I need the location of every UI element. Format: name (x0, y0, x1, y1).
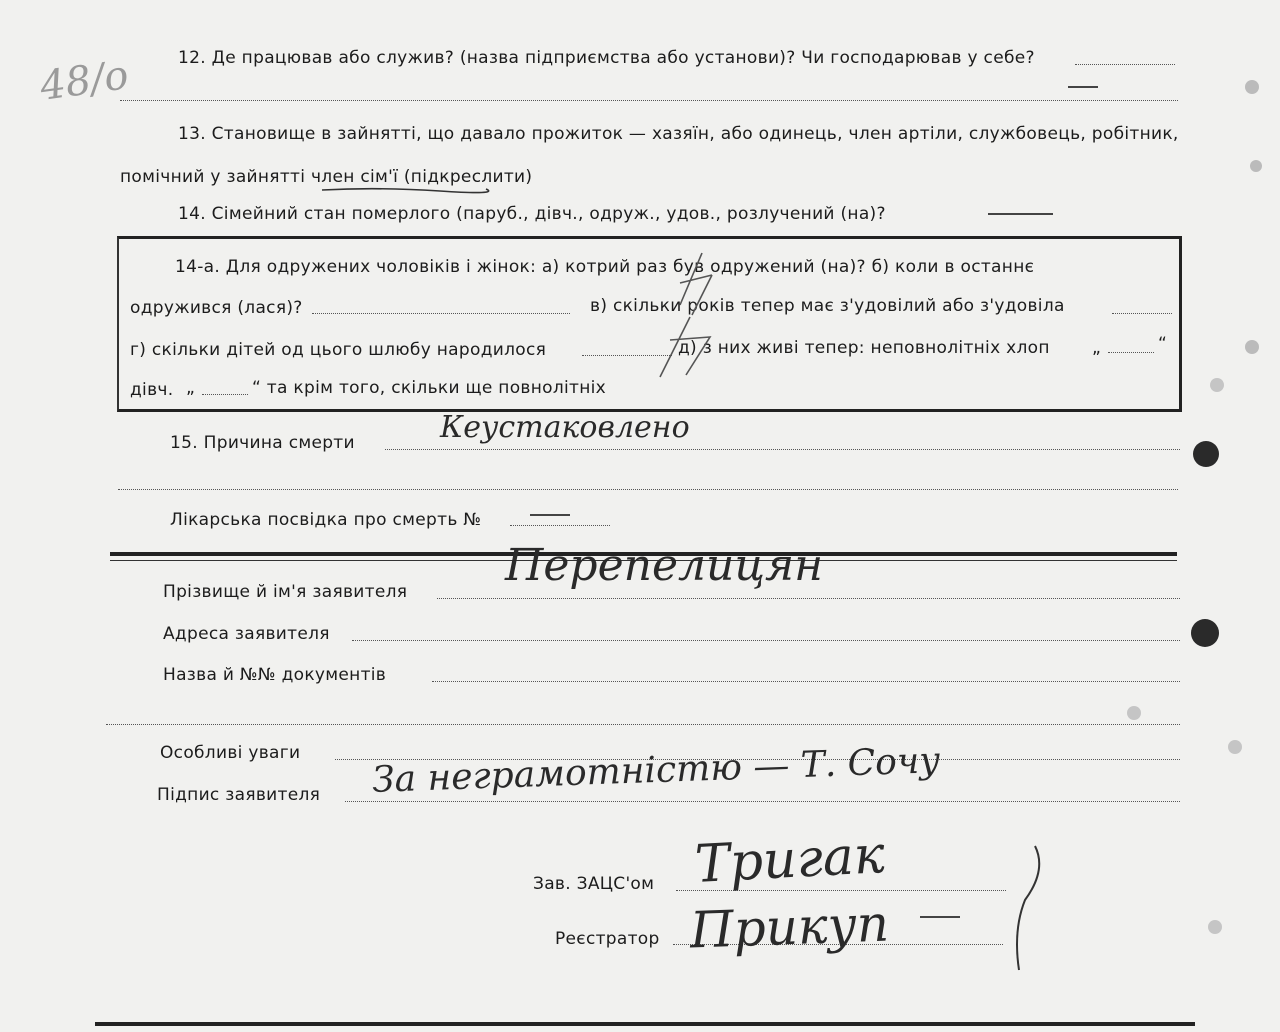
answer-line-15b (118, 489, 1178, 490)
answer-line-12 (1075, 64, 1175, 65)
question-12: 12. Де працював або служив? (назва підприємства або установи)? Чи господарював у себе? (178, 48, 1035, 68)
applicant-name-handwriting: Перепелицян (505, 540, 824, 591)
punch-mark (1245, 80, 1259, 94)
question-14a-line3a: г) скільки дітей од цього шлюбу народилося (130, 340, 547, 360)
registrar-dash (920, 916, 960, 918)
margin-note: 48/о (37, 52, 132, 110)
dash-mark-certificate (530, 514, 570, 516)
documents-label: Назва й №№ документів (163, 665, 387, 685)
answer-line-documents-b (106, 724, 1180, 725)
answer-line-girls (202, 394, 248, 395)
applicant-name-label: Прізвище й ім'я заявителя (163, 582, 408, 602)
question-14: 14. Сімейний стан померлого (паруб., дівч., одруж., удов., розлучений (на)? (178, 204, 886, 224)
answer-line-applicant-signature (345, 801, 1180, 802)
quote-open-girls: „ (186, 378, 196, 398)
quote-close: “ (1158, 334, 1168, 354)
punch-mark (1208, 920, 1222, 934)
answer-line-certificate (510, 525, 610, 526)
underline-family-member (320, 186, 490, 194)
registrar-flourish (995, 840, 1055, 980)
answer-line-14a-v (1112, 313, 1172, 314)
special-notes-label: Особливі уваги (160, 743, 301, 763)
special-notes-handwriting: За неграмотністю — Т. Сочу (371, 740, 941, 801)
punch-mark (1250, 160, 1262, 172)
question-14a-line4c: “ та крім того, скільки ще повнолітніх (252, 378, 607, 398)
certificate-label: Лікарська посвідка про смерть № (170, 510, 482, 530)
question-14a-line3b: д) з них живі тепер: неповнолітніх хлоп (678, 338, 1050, 358)
answer-line-applicant-address (352, 640, 1180, 641)
punch-hole (1191, 619, 1219, 647)
answer-line-applicant-name (437, 598, 1180, 599)
applicant-address-label: Адреса заявителя (163, 624, 330, 644)
strike-marks (640, 245, 730, 385)
punch-mark (1210, 378, 1224, 392)
dash-mark-14 (988, 213, 1053, 215)
head-signature: Тригак (693, 825, 887, 895)
question-13-line2: помічний у зайнятті член сім'ї (підкреслити) (120, 167, 533, 187)
dash-mark-12 (1068, 86, 1098, 88)
punch-mark (1245, 340, 1259, 354)
punch-mark (1127, 706, 1141, 720)
question-14a-line4a: дівч. (130, 380, 174, 400)
answer-line-14a-b (312, 313, 570, 314)
answer-line-boys (1108, 352, 1154, 353)
registrar-label: Реєстратор (555, 929, 660, 949)
bottom-divider (95, 1022, 1195, 1026)
question-14a-line2a: одружився (лася)? (130, 298, 303, 318)
punch-hole (1193, 441, 1219, 467)
quote-open: „ (1092, 338, 1102, 358)
cause-of-death-handwriting: Кеустаковлено (440, 410, 690, 445)
answer-line-15 (385, 449, 1180, 450)
answer-line-12b (120, 100, 1178, 101)
head-label: Зав. ЗАЦС'ом (533, 874, 655, 894)
registrar-signature: Прикуп (689, 894, 890, 960)
question-14a-line2b: в) скільки років тепер має з'удовілий або з'удовіла (590, 296, 1065, 316)
question-13-line1: 13. Становище в зайнятті, що давало прожиток — хазяїн, або одинець, член артіли, службовець, робітник, (178, 124, 1179, 144)
answer-line-documents (432, 681, 1180, 682)
question-14a-line1: 14-а. Для одружених чоловіків і жінок: а) котрий раз був одружений (на)? б) коли в останнє (175, 257, 1035, 277)
question-15: 15. Причина смерти (170, 433, 355, 453)
punch-mark (1228, 740, 1242, 754)
applicant-signature-label: Підпис заявителя (157, 785, 321, 805)
